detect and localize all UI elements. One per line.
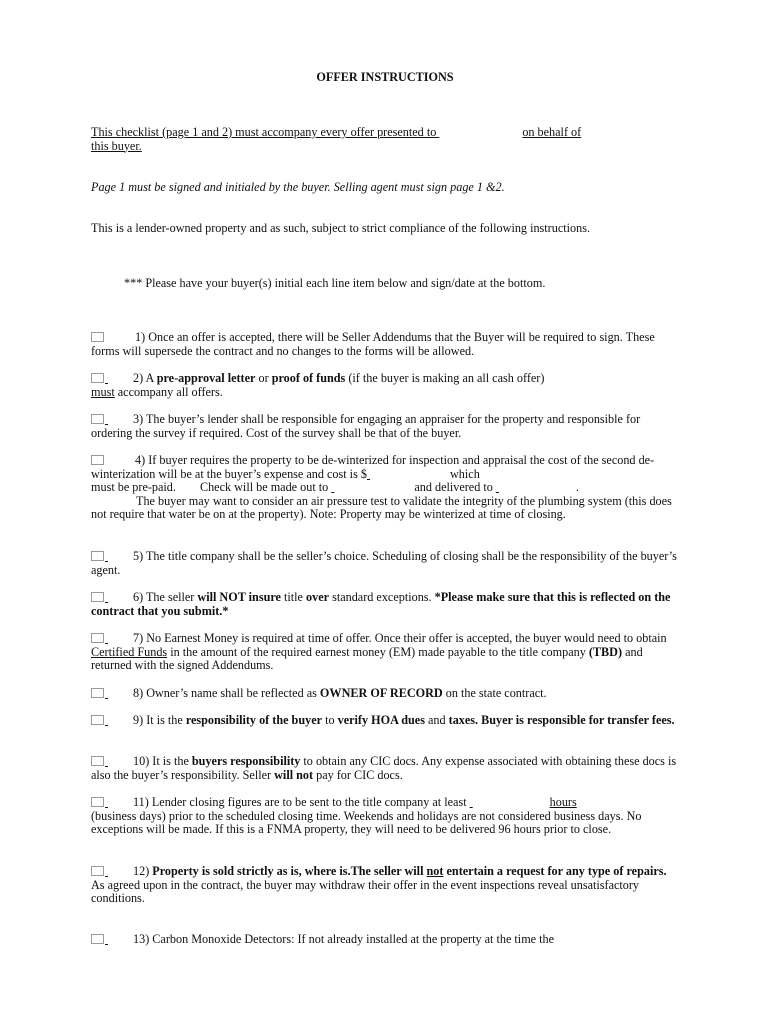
item-9-bold-responsibility: responsibility of the buyer bbox=[185, 713, 323, 727]
item-4-text-2: which bbox=[450, 466, 480, 481]
item-6-bold-note: *Please make sure that this is reflected on the contract that you submit.* bbox=[91, 590, 671, 618]
listing-agent-blank[interactable] bbox=[436, 126, 522, 140]
list-item-7 bbox=[91, 632, 681, 673]
item-7-certified-funds: Certified Funds bbox=[91, 644, 168, 659]
item-12-bold-not: not bbox=[426, 864, 444, 878]
item-7-bold-tbd: (TBD) bbox=[588, 644, 623, 659]
initial-blank-12[interactable] bbox=[105, 865, 133, 879]
item-4-text-3: must be pre-paid. bbox=[91, 480, 176, 495]
list-item-13 bbox=[91, 933, 681, 947]
dewinterization-cost-blank[interactable] bbox=[367, 468, 447, 482]
list-item-11 bbox=[91, 796, 681, 837]
item-10-text-3: pay for CIC docs. bbox=[313, 767, 403, 782]
item-2-bold-proof: proof of funds bbox=[271, 371, 346, 385]
initial-checkbox-5[interactable] bbox=[91, 551, 104, 561]
item-6-bold-not-insure: will NOT insure bbox=[197, 590, 281, 604]
initial-blank-8[interactable] bbox=[105, 687, 133, 701]
list-item-6 bbox=[91, 591, 681, 618]
initial-blank-6[interactable] bbox=[105, 591, 133, 605]
initial-blank-13[interactable] bbox=[105, 933, 133, 947]
item-8-bold-owner: OWNER OF RECORD bbox=[319, 686, 443, 700]
item-7-text: 7) No Earnest Money is required at time of offer. Once their offer is accepted, the buyer would need to obtain bbox=[133, 631, 667, 645]
delivery-blank[interactable] bbox=[496, 481, 576, 495]
list-item-8 bbox=[91, 687, 681, 701]
list-item-5 bbox=[91, 550, 681, 577]
initial-checkbox-1[interactable] bbox=[91, 332, 104, 342]
item-6-bold-over: over bbox=[306, 590, 330, 604]
initial-blank-9[interactable] bbox=[105, 714, 133, 728]
initial-blank-11[interactable] bbox=[105, 796, 133, 810]
item-11-text: 11) Lender closing figures are to be sent to the title company at least bbox=[133, 795, 470, 809]
item-9-text-2: to bbox=[322, 713, 338, 727]
initial-blank-10[interactable] bbox=[105, 755, 133, 769]
list-item-3 bbox=[91, 413, 681, 440]
list-item-2 bbox=[91, 372, 681, 399]
item-13-text: 13) Carbon Monoxide Detectors: If not already installed at the property at the time the bbox=[133, 932, 555, 946]
item-2-text-4: accompany all offers. bbox=[114, 384, 223, 399]
initial-blank-7[interactable] bbox=[105, 632, 133, 646]
item-3-text: 3) The buyer’s lender shall be responsible for engaging an appraiser for the property and responsible for ordering the survey if required. Cost of the survey shall be that of the buyer. bbox=[91, 412, 641, 440]
initial-checkbox-11[interactable] bbox=[91, 797, 104, 807]
item-12-bold-as-is: Property is sold strictly as is, where is. bbox=[152, 864, 351, 878]
initial-blank-2[interactable] bbox=[105, 372, 133, 386]
checklist-text-3: this buyer. bbox=[91, 138, 142, 153]
item-9-text: 9) It is the bbox=[133, 713, 186, 727]
list-item-12 bbox=[91, 865, 681, 906]
item-2-must: must bbox=[91, 384, 115, 399]
initial-checkbox-4[interactable] bbox=[91, 455, 104, 465]
sign-note-text: Page 1 must be signed and initialed by the buyer. Selling agent must sign page 1 &2. bbox=[91, 180, 505, 194]
item-11-hours: hours bbox=[549, 795, 577, 809]
initial-blank-5[interactable] bbox=[105, 550, 133, 564]
page-title: OFFER INSTRUCTIONS bbox=[316, 70, 454, 84]
item-11-text-2: (business days) prior to the scheduled closing time. Weekends and holidays are not considered business days. No exceptions will be made. If this is a FNMA property, they will need to be delivered 96 hours prior to close. bbox=[91, 808, 642, 837]
item-10-text-2: to obtain any CIC docs. Any expense associated with obtaining these docs is also the buyer’s responsibility. Seller bbox=[91, 754, 677, 782]
closing-hours-blank[interactable] bbox=[470, 796, 550, 810]
lender-owned-note: This is a lender-owned property and as such, subject to strict compliance of the following instructions. bbox=[91, 221, 590, 235]
item-8-text-2: on the state contract. bbox=[442, 686, 547, 700]
initial-checkbox-9[interactable] bbox=[91, 715, 104, 725]
checklist-text-2: on behalf of bbox=[522, 125, 582, 139]
list-item-1 bbox=[91, 331, 681, 358]
initial-checkbox-12[interactable] bbox=[91, 866, 104, 876]
check-payee-blank[interactable] bbox=[331, 481, 411, 495]
initial-blank-3[interactable] bbox=[105, 413, 133, 427]
item-10-bold-responsibility: buyers responsibility bbox=[191, 754, 301, 768]
initial-note: *** Please have your buyer(s) initial each line item below and sign/date at the bottom. bbox=[124, 276, 546, 290]
item-4-text-4: Check will be made out to bbox=[199, 480, 329, 495]
initial-checkbox-6[interactable] bbox=[91, 592, 104, 602]
item-4-text-5: and delivered to bbox=[414, 480, 493, 495]
item-2-text-2: or bbox=[255, 371, 272, 385]
initial-checkbox-8[interactable] bbox=[91, 688, 104, 698]
list-item-10 bbox=[91, 755, 681, 782]
item-6-text-2: title bbox=[280, 590, 307, 604]
initial-checkbox-13[interactable] bbox=[91, 934, 104, 944]
list-item-9 bbox=[91, 714, 681, 728]
initial-checkbox-10[interactable] bbox=[91, 756, 104, 766]
item-2-text-3: (if the buyer is making an all cash offer) bbox=[345, 371, 545, 385]
item-9-text-3: and bbox=[424, 713, 449, 727]
item-7-text-3: and returned with the signed Addendums. bbox=[91, 644, 643, 673]
item-10-bold-will-not: will not bbox=[274, 767, 314, 782]
item-6-text-3: standard exceptions. bbox=[329, 590, 435, 604]
item-1-text: 1) Once an offer is accepted, there will be Seller Addendums that the Buyer will be required to sign. These forms will supersede the contract and no changes to the forms will be allowed. bbox=[91, 330, 655, 358]
item-4-text-6: The buyer may want to consider an air pressure test to validate the integrity of the plumbing system (this does not require that water be on at the property). Note: Property may be winterized at time of closing. bbox=[91, 493, 672, 522]
sign-note bbox=[91, 181, 681, 195]
list-item-4: 4) If buyer requires the property to be de-winterized for inspection and appraisal the cost of the second de-winterization will be at the buyer’s expense and cost is $ which must be pre-paid. Check will be made out to and delivered to . The buyer may want to consider an air pressure test to validate the integrity of the plumbing system (this does not require that water be on at the property). Note: Property may be winterized at time of closing. bbox=[91, 453, 672, 522]
item-10-text: 10) It is the bbox=[133, 754, 192, 768]
item-7-text-2: in the amount of the required earnest money (EM) made payable to the title company bbox=[167, 644, 589, 659]
item-6-text: 6) The seller bbox=[133, 590, 198, 604]
item-12-bold-repairs: entertain a request for any type of repairs. bbox=[443, 864, 667, 878]
item-2-text: 2) A bbox=[133, 371, 157, 385]
item-9-bold-hoa: verify HOA dues bbox=[337, 713, 425, 727]
initial-checkbox-7[interactable] bbox=[91, 633, 104, 643]
item-12-bold-seller-will: The seller will bbox=[350, 864, 427, 878]
item-8-text: 8) Owner’s name shall be reflected as bbox=[133, 686, 320, 700]
initial-checkbox-2[interactable] bbox=[91, 373, 104, 383]
checklist-text: This checklist (page 1 and 2) must accompany every offer presented to bbox=[91, 125, 437, 139]
item-12-text-2: As agreed upon in the contract, the buyer may withdraw their offer in the event inspections reveal unsatisfactory conditions. bbox=[91, 877, 640, 906]
item-12-text: 12) bbox=[133, 864, 153, 878]
checklist-note bbox=[91, 126, 681, 153]
item-2-bold-preapproval: pre-approval letter bbox=[156, 371, 256, 385]
initial-checkbox-3[interactable] bbox=[91, 414, 104, 424]
item-9-bold-taxes: taxes. Buyer is responsible for transfer fees. bbox=[448, 713, 675, 727]
item-5-text: 5) The title company shall be the seller’s choice. Scheduling of closing shall be the responsibility of the buyer’s agent. bbox=[91, 549, 677, 577]
item-4-text: 4) If buyer requires the property to be de-winterized for inspection and appraisal the cost of the second de-winterization will be at the buyer’s expense and cost is $ bbox=[91, 453, 655, 481]
